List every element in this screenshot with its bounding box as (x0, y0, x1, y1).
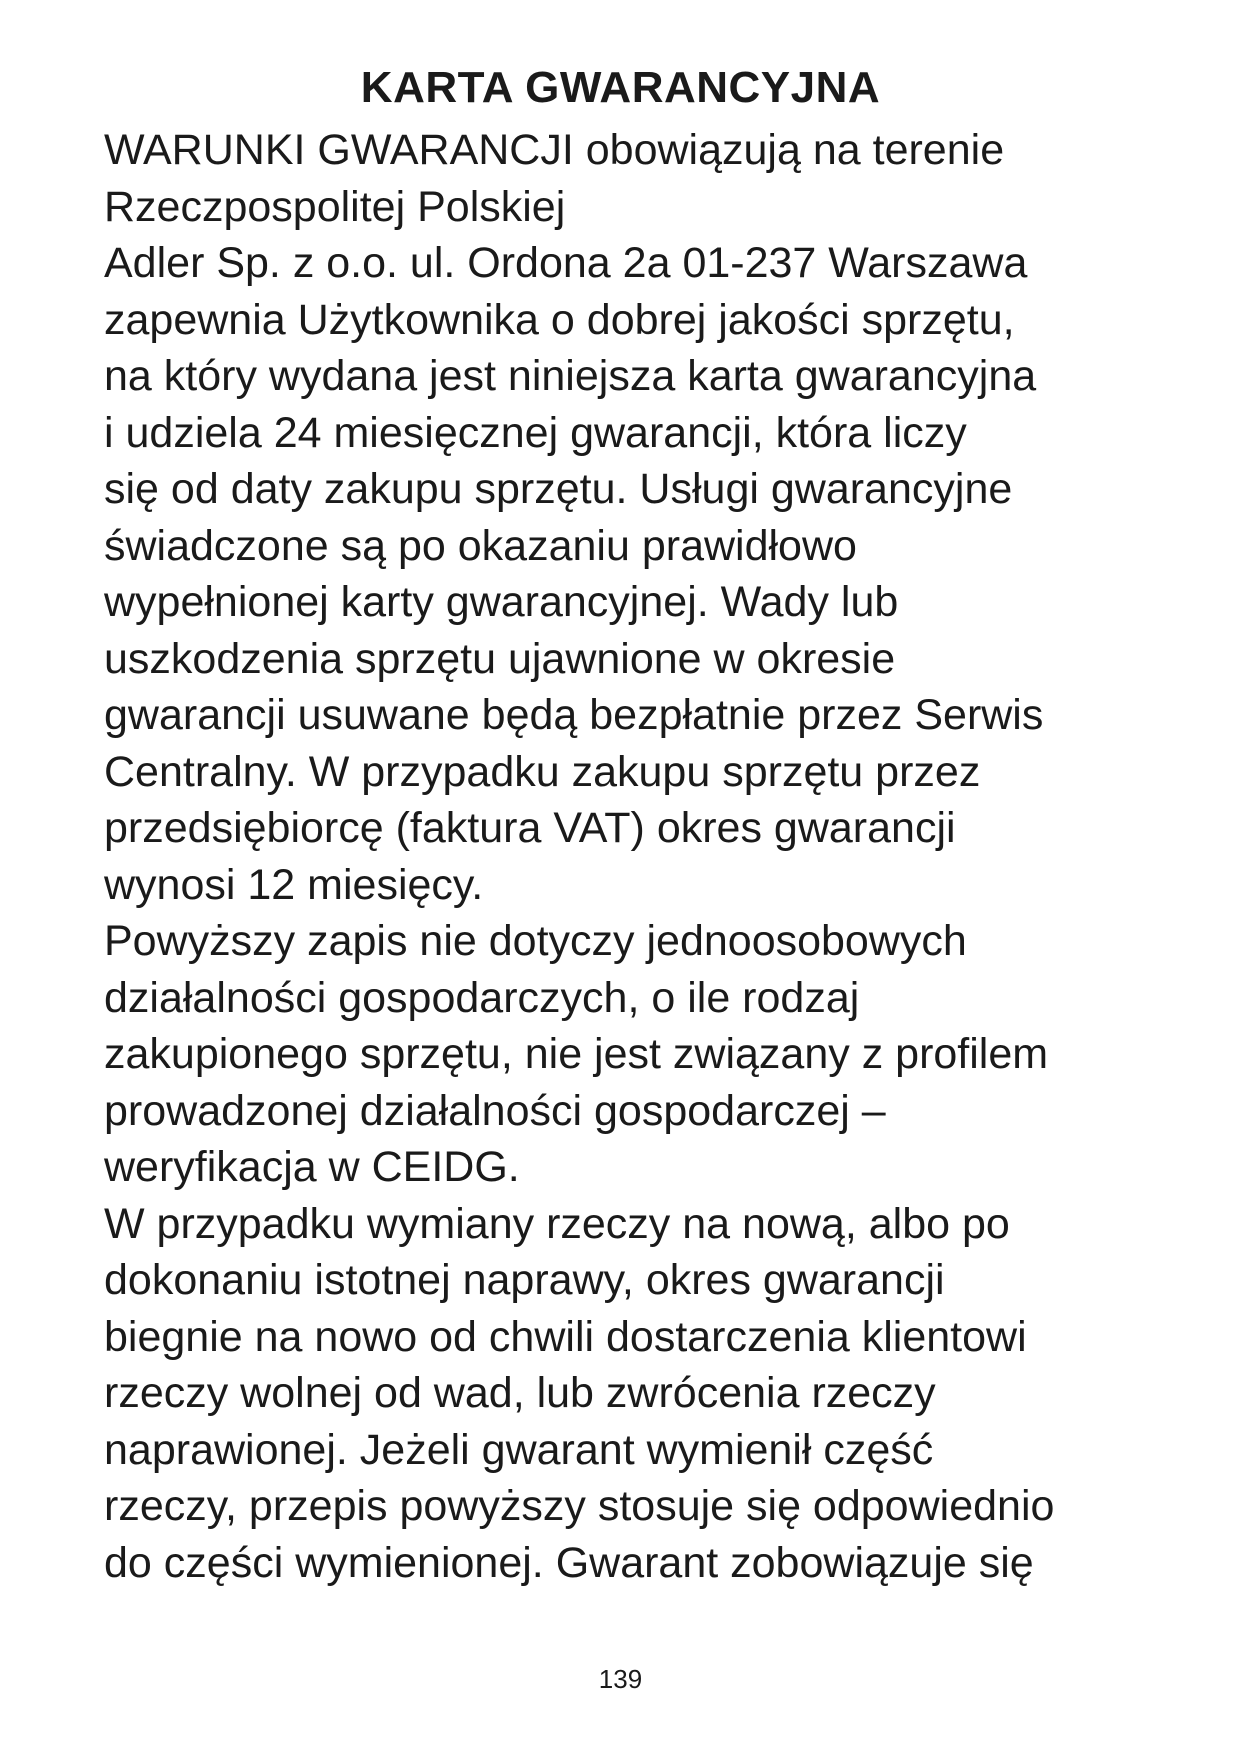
text-line: i udziela 24 miesięcznej gwarancji, która liczy (104, 408, 967, 457)
text-line: świadczone są po okazaniu prawidłowo (104, 521, 857, 570)
text-line: Powyższy zapis nie dotyczy jednoosobowych (104, 917, 967, 965)
text-line: na który wydana jest niniejsza karta gwarancyjna (104, 352, 1037, 400)
text-line: przedsiębiorcę (faktura VAT) okres gwarancji (104, 804, 956, 852)
text-line: gwarancji usuwane będą bezpłatnie przez Serwis (104, 691, 1044, 739)
text-line: wypełnionej karty gwarancyjnej. Wady lub (104, 578, 899, 626)
text-line: Centralny. W przypadku zakupu sprzętu przez (104, 747, 981, 796)
text-line: WARUNKI GWARANCJI obowiązują na terenie (104, 126, 1005, 174)
text-line: weryfikacja w CEIDG. (104, 1143, 520, 1191)
text-line: działalności gospodarczych, o ile rodzaj (104, 973, 860, 1022)
text-line: wynosi 12 miesięcy. (104, 860, 484, 909)
text-line: się od daty zakupu sprzętu. Usługi gwarancyjne (104, 465, 1013, 513)
page-title: KARTA GWARANCYJNA (360, 63, 881, 112)
text-line: naprawionej. Jeżeli gwarant wymienił część (104, 1425, 934, 1474)
text-line: Adler Sp. z o.o. ul. Ordona 2a 01-237 Warszawa (104, 239, 1028, 287)
text-line: rzeczy, przepis powyższy stosuje się odpowiednio (104, 1482, 1055, 1530)
text-line: prowadzonej działalności gospodarczej – (104, 1086, 886, 1135)
warranty-text (104, 122, 1214, 1591)
text-line: rzeczy wolnej od wad, lub zwrócenia rzeczy (104, 1369, 936, 1417)
text-line: W przypadku wymiany rzeczy na nową, albo po (104, 1199, 1010, 1248)
text-line: dokonaniu istotnej naprawy, okres gwarancji (104, 1256, 945, 1304)
text-line: uszkodzenia sprzętu ujawnione w okresie (104, 634, 896, 683)
text-line: do części wymienionej. Gwarant zobowiązuje się (104, 1538, 1034, 1587)
text-line: zapewnia Użytkownika o dobrej jakości sprzętu, (104, 295, 1015, 344)
text-line: Rzeczpospolitej Polskiej (104, 182, 566, 231)
text-line: biegnie na nowo od chwili dostarczenia klientowi (104, 1312, 1027, 1361)
page-number: 139 (598, 1664, 643, 1694)
text-line: zakupionego sprzętu, nie jest związany z profilem (104, 1030, 1049, 1078)
